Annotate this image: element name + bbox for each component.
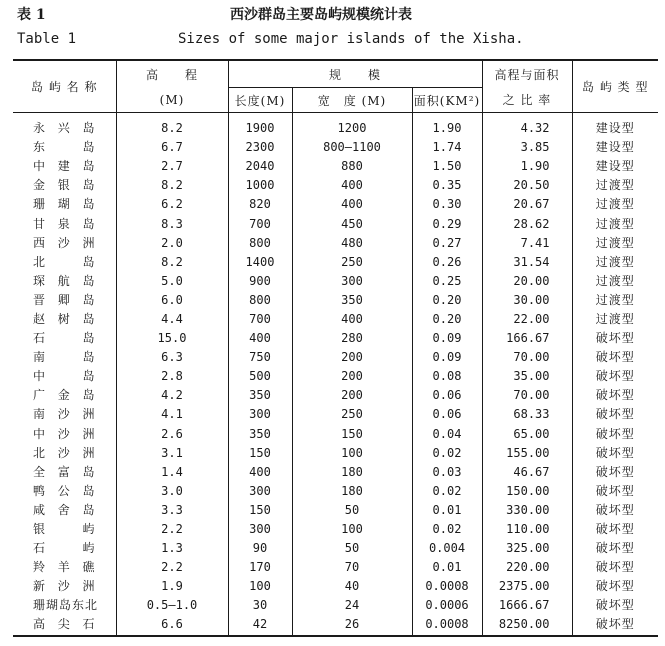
cell-elevation: 4.4 (116, 310, 228, 329)
table-row (13, 386, 658, 405)
table-row (13, 596, 658, 615)
cell-type: 破坏型 (572, 463, 658, 482)
cell-length: 350 (228, 425, 292, 444)
cell-elevation: 2.7 (116, 157, 228, 176)
cell-ratio: 30.00 (482, 291, 572, 310)
cell-length: 350 (228, 386, 292, 405)
cell-area: 0.02 (412, 482, 482, 501)
cell-elevation: 2.8 (116, 367, 228, 386)
cell-elevation: 0.5—1.0 (116, 596, 228, 615)
cell-area: 0.06 (412, 405, 482, 424)
cell-ratio: 70.00 (482, 348, 572, 367)
cell-width: 880 (292, 157, 412, 176)
cell-ratio: 1.90 (482, 157, 572, 176)
cell-area: 0.35 (412, 176, 482, 195)
cell-length: 100 (228, 577, 292, 596)
cell-width: 180 (292, 482, 412, 501)
cell-ratio: 28.62 (482, 214, 572, 233)
cell-type: 破坏型 (572, 520, 658, 539)
cell-ratio: 166.67 (482, 329, 572, 348)
cell-ratio: 46.67 (482, 463, 572, 482)
table-row (13, 444, 658, 463)
cell-name: 中 岛 (33, 369, 96, 384)
cell-length: 900 (228, 272, 292, 291)
cell-area: 0.25 (412, 272, 482, 291)
cell-type: 破坏型 (572, 425, 658, 444)
cell-name: 北 岛 (33, 254, 96, 269)
cell-area: 0.29 (412, 214, 482, 233)
cell-ratio: 20.00 (482, 272, 572, 291)
cell-type: 破坏型 (572, 482, 658, 501)
cell-type: 过渡型 (572, 310, 658, 329)
cell-width: 26 (292, 615, 412, 635)
table-row (13, 272, 658, 291)
cell-width: 300 (292, 272, 412, 291)
cell-width: 100 (292, 444, 412, 463)
cell-ratio: 35.00 (482, 367, 572, 386)
cell-area: 0.02 (412, 444, 482, 463)
table-row (13, 291, 658, 310)
cell-elevation: 6.3 (116, 348, 228, 367)
table-row (13, 176, 658, 195)
cell-area: 0.30 (412, 195, 482, 214)
cell-type: 破坏型 (572, 367, 658, 386)
table-row (13, 463, 658, 482)
table-row (13, 520, 658, 539)
cell-length: 750 (228, 348, 292, 367)
cell-name: 石 岛 (33, 331, 96, 346)
table-header (13, 60, 658, 113)
cell-type: 破坏型 (572, 444, 658, 463)
cell-width: 480 (292, 234, 412, 253)
table-row (13, 425, 658, 444)
cell-length: 800 (228, 291, 292, 310)
cell-length: 1400 (228, 253, 292, 272)
cell-ratio: 1666.67 (482, 596, 572, 615)
cell-elevation: 8.2 (116, 113, 228, 139)
cell-type: 破坏型 (572, 539, 658, 558)
cell-length: 2040 (228, 157, 292, 176)
cell-type: 破坏型 (572, 558, 658, 577)
cell-area: 0.20 (412, 291, 482, 310)
cell-type: 过渡型 (572, 195, 658, 214)
cell-area: 1.74 (412, 138, 482, 157)
table-label-en: Table 1 (17, 31, 77, 47)
cell-name: 晋卿岛 (33, 292, 96, 307)
cell-length: 30 (228, 596, 292, 615)
cell-elevation: 6.7 (116, 138, 228, 157)
cell-area: 0.02 (412, 520, 482, 539)
cell-area: 0.0008 (412, 577, 482, 596)
header-width: 宽 度 (M) (292, 88, 412, 113)
table-row (13, 539, 658, 558)
cell-type: 破坏型 (572, 405, 658, 424)
cell-type: 破坏型 (572, 329, 658, 348)
cell-area: 0.20 (412, 310, 482, 329)
table-title-en: Sizes of some major islands of the Xisha. (178, 31, 524, 47)
cell-name: 赵树岛 (33, 311, 96, 326)
cell-name: 中建岛 (33, 159, 96, 174)
cell-elevation: 5.0 (116, 272, 228, 291)
cell-area: 0.01 (412, 558, 482, 577)
cell-type: 破坏型 (572, 577, 658, 596)
cell-length: 820 (228, 195, 292, 214)
cell-ratio: 68.33 (482, 405, 572, 424)
cell-elevation: 8.2 (116, 176, 228, 195)
cell-ratio: 155.00 (482, 444, 572, 463)
cell-type: 建设型 (572, 138, 658, 157)
table-row (13, 348, 658, 367)
table-row (13, 214, 658, 233)
cell-ratio: 4.32 (482, 113, 572, 139)
cell-area: 1.50 (412, 157, 482, 176)
cell-elevation: 1.4 (116, 463, 228, 482)
cell-type: 过渡型 (572, 176, 658, 195)
table-row (13, 113, 658, 139)
cell-elevation: 6.2 (116, 195, 228, 214)
cell-name: 银 屿 (33, 522, 96, 537)
cell-area: 0.0008 (412, 615, 482, 635)
table-label-zh: 表 1 (17, 7, 46, 23)
cell-area: 1.90 (412, 113, 482, 139)
cell-name: 石 屿 (33, 541, 96, 556)
cell-elevation: 1.9 (116, 577, 228, 596)
cell-elevation: 6.0 (116, 291, 228, 310)
header-scale: 规 模 (228, 60, 482, 88)
cell-width: 100 (292, 520, 412, 539)
table-body (13, 113, 658, 636)
cell-name: 南 岛 (33, 350, 96, 365)
cell-area: 0.27 (412, 234, 482, 253)
cell-width: 40 (292, 577, 412, 596)
cell-length: 42 (228, 615, 292, 635)
cell-length: 300 (228, 405, 292, 424)
header-elevation: 高 程 (116, 60, 228, 88)
cell-ratio: 20.67 (482, 195, 572, 214)
cell-name: 琛航岛 (33, 273, 96, 288)
cell-ratio: 7.41 (482, 234, 572, 253)
cell-type: 过渡型 (572, 214, 658, 233)
table-row (13, 310, 658, 329)
header-ratio-bottom: 之 比 率 (482, 88, 572, 113)
cell-type: 过渡型 (572, 234, 658, 253)
cell-elevation: 1.3 (116, 539, 228, 558)
cell-ratio: 20.50 (482, 176, 572, 195)
cell-width: 24 (292, 596, 412, 615)
cell-area: 0.01 (412, 501, 482, 520)
cell-ratio: 150.00 (482, 482, 572, 501)
cell-name: 珊瑚岛 (33, 197, 96, 212)
cell-length: 400 (228, 463, 292, 482)
table-row (13, 577, 658, 596)
cell-name: 北沙洲 (33, 445, 96, 460)
header-ratio-top: 高程与面积 (482, 60, 572, 88)
cell-width: 250 (292, 405, 412, 424)
cell-width: 400 (292, 310, 412, 329)
cell-width: 50 (292, 539, 412, 558)
cell-ratio: 65.00 (482, 425, 572, 444)
cell-area: 0.09 (412, 329, 482, 348)
cell-ratio: 3.85 (482, 138, 572, 157)
cell-type: 破坏型 (572, 615, 658, 635)
table-row (13, 157, 658, 176)
cell-length: 2300 (228, 138, 292, 157)
cell-elevation: 3.1 (116, 444, 228, 463)
cell-type: 破坏型 (572, 348, 658, 367)
table-row (13, 501, 658, 520)
cell-ratio: 22.00 (482, 310, 572, 329)
cell-elevation: 4.1 (116, 405, 228, 424)
cell-name: 金银岛 (33, 178, 96, 193)
cell-name: 新沙洲 (33, 579, 96, 594)
cell-width: 150 (292, 425, 412, 444)
cell-width: 200 (292, 386, 412, 405)
cell-length: 700 (228, 214, 292, 233)
cell-type: 建设型 (572, 157, 658, 176)
cell-type: 建设型 (572, 113, 658, 139)
cell-width: 450 (292, 214, 412, 233)
cell-ratio: 110.00 (482, 520, 572, 539)
table-row (13, 615, 658, 635)
cell-area: 0.0006 (412, 596, 482, 615)
table-row (13, 367, 658, 386)
cell-elevation: 6.6 (116, 615, 228, 635)
cell-width: 200 (292, 348, 412, 367)
cell-area: 0.04 (412, 425, 482, 444)
cell-ratio: 330.00 (482, 501, 572, 520)
cell-length: 700 (228, 310, 292, 329)
cell-type: 过渡型 (572, 272, 658, 291)
cell-ratio: 31.54 (482, 253, 572, 272)
cell-area: 0.06 (412, 386, 482, 405)
cell-elevation: 2.2 (116, 558, 228, 577)
table-row (13, 138, 658, 157)
cell-area: 0.004 (412, 539, 482, 558)
header-name: 岛 屿 名 称 (31, 80, 98, 94)
cell-width: 400 (292, 176, 412, 195)
cell-elevation: 2.2 (116, 520, 228, 539)
cell-ratio: 2375.00 (482, 577, 572, 596)
cell-name: 珊瑚岛东北 (33, 598, 99, 613)
table-row (13, 234, 658, 253)
cell-name: 全富岛 (33, 464, 96, 479)
cell-length: 500 (228, 367, 292, 386)
cell-name: 咸舍岛 (33, 502, 96, 517)
cell-width: 70 (292, 558, 412, 577)
header-area: 面积(KM²) (412, 88, 482, 113)
cell-elevation: 3.3 (116, 501, 228, 520)
cell-length: 150 (228, 444, 292, 463)
cell-length: 300 (228, 482, 292, 501)
cell-elevation: 8.3 (116, 214, 228, 233)
cell-width: 1200 (292, 113, 412, 139)
cell-type: 破坏型 (572, 596, 658, 615)
cell-length: 400 (228, 329, 292, 348)
table-title-zh: 西沙群岛主要岛屿规模统计表 (230, 7, 412, 23)
header-length: 长度(M) (228, 88, 292, 113)
table-row (13, 558, 658, 577)
cell-elevation: 4.2 (116, 386, 228, 405)
cell-type: 过渡型 (572, 291, 658, 310)
cell-name: 广金岛 (33, 388, 96, 403)
cell-name: 永兴岛 (33, 121, 96, 136)
cell-length: 1000 (228, 176, 292, 195)
cell-width: 250 (292, 253, 412, 272)
cell-ratio: 70.00 (482, 386, 572, 405)
cell-width: 180 (292, 463, 412, 482)
cell-name: 南沙洲 (33, 407, 96, 422)
cell-length: 1900 (228, 113, 292, 139)
cell-width: 200 (292, 367, 412, 386)
cell-ratio: 220.00 (482, 558, 572, 577)
cell-elevation: 2.0 (116, 234, 228, 253)
cell-name: 羚羊礁 (33, 560, 96, 575)
cell-width: 400 (292, 195, 412, 214)
table-row (13, 482, 658, 501)
cell-width: 800—1100 (292, 138, 412, 157)
cell-ratio: 325.00 (482, 539, 572, 558)
table-row (13, 253, 658, 272)
cell-ratio: 8250.00 (482, 615, 572, 635)
cell-elevation: 15.0 (116, 329, 228, 348)
header-type: 岛 屿 类 型 (572, 60, 658, 113)
cell-width: 350 (292, 291, 412, 310)
table-row (13, 405, 658, 424)
cell-width: 280 (292, 329, 412, 348)
cell-area: 0.08 (412, 367, 482, 386)
cell-name: 中沙洲 (33, 426, 96, 441)
cell-name: 西沙洲 (33, 235, 96, 250)
islands-table (13, 59, 658, 637)
cell-length: 300 (228, 520, 292, 539)
cell-type: 破坏型 (572, 501, 658, 520)
cell-area: 0.09 (412, 348, 482, 367)
cell-name: 高尖石 (13, 615, 116, 635)
cell-name: 鸭公岛 (33, 483, 96, 498)
table-row (13, 195, 658, 214)
table-row (13, 329, 658, 348)
cell-width: 50 (292, 501, 412, 520)
cell-length: 150 (228, 501, 292, 520)
cell-length: 170 (228, 558, 292, 577)
cell-area: 0.26 (412, 253, 482, 272)
cell-type: 过渡型 (572, 253, 658, 272)
cell-length: 90 (228, 539, 292, 558)
cell-type: 破坏型 (572, 386, 658, 405)
cell-name: 东 岛 (33, 140, 96, 155)
header-elevation-unit: (M) (116, 88, 228, 113)
cell-elevation: 3.0 (116, 482, 228, 501)
cell-area: 0.03 (412, 463, 482, 482)
cell-elevation: 2.6 (116, 425, 228, 444)
cell-length: 800 (228, 234, 292, 253)
cell-elevation: 8.2 (116, 253, 228, 272)
cell-name: 甘泉岛 (33, 216, 96, 231)
